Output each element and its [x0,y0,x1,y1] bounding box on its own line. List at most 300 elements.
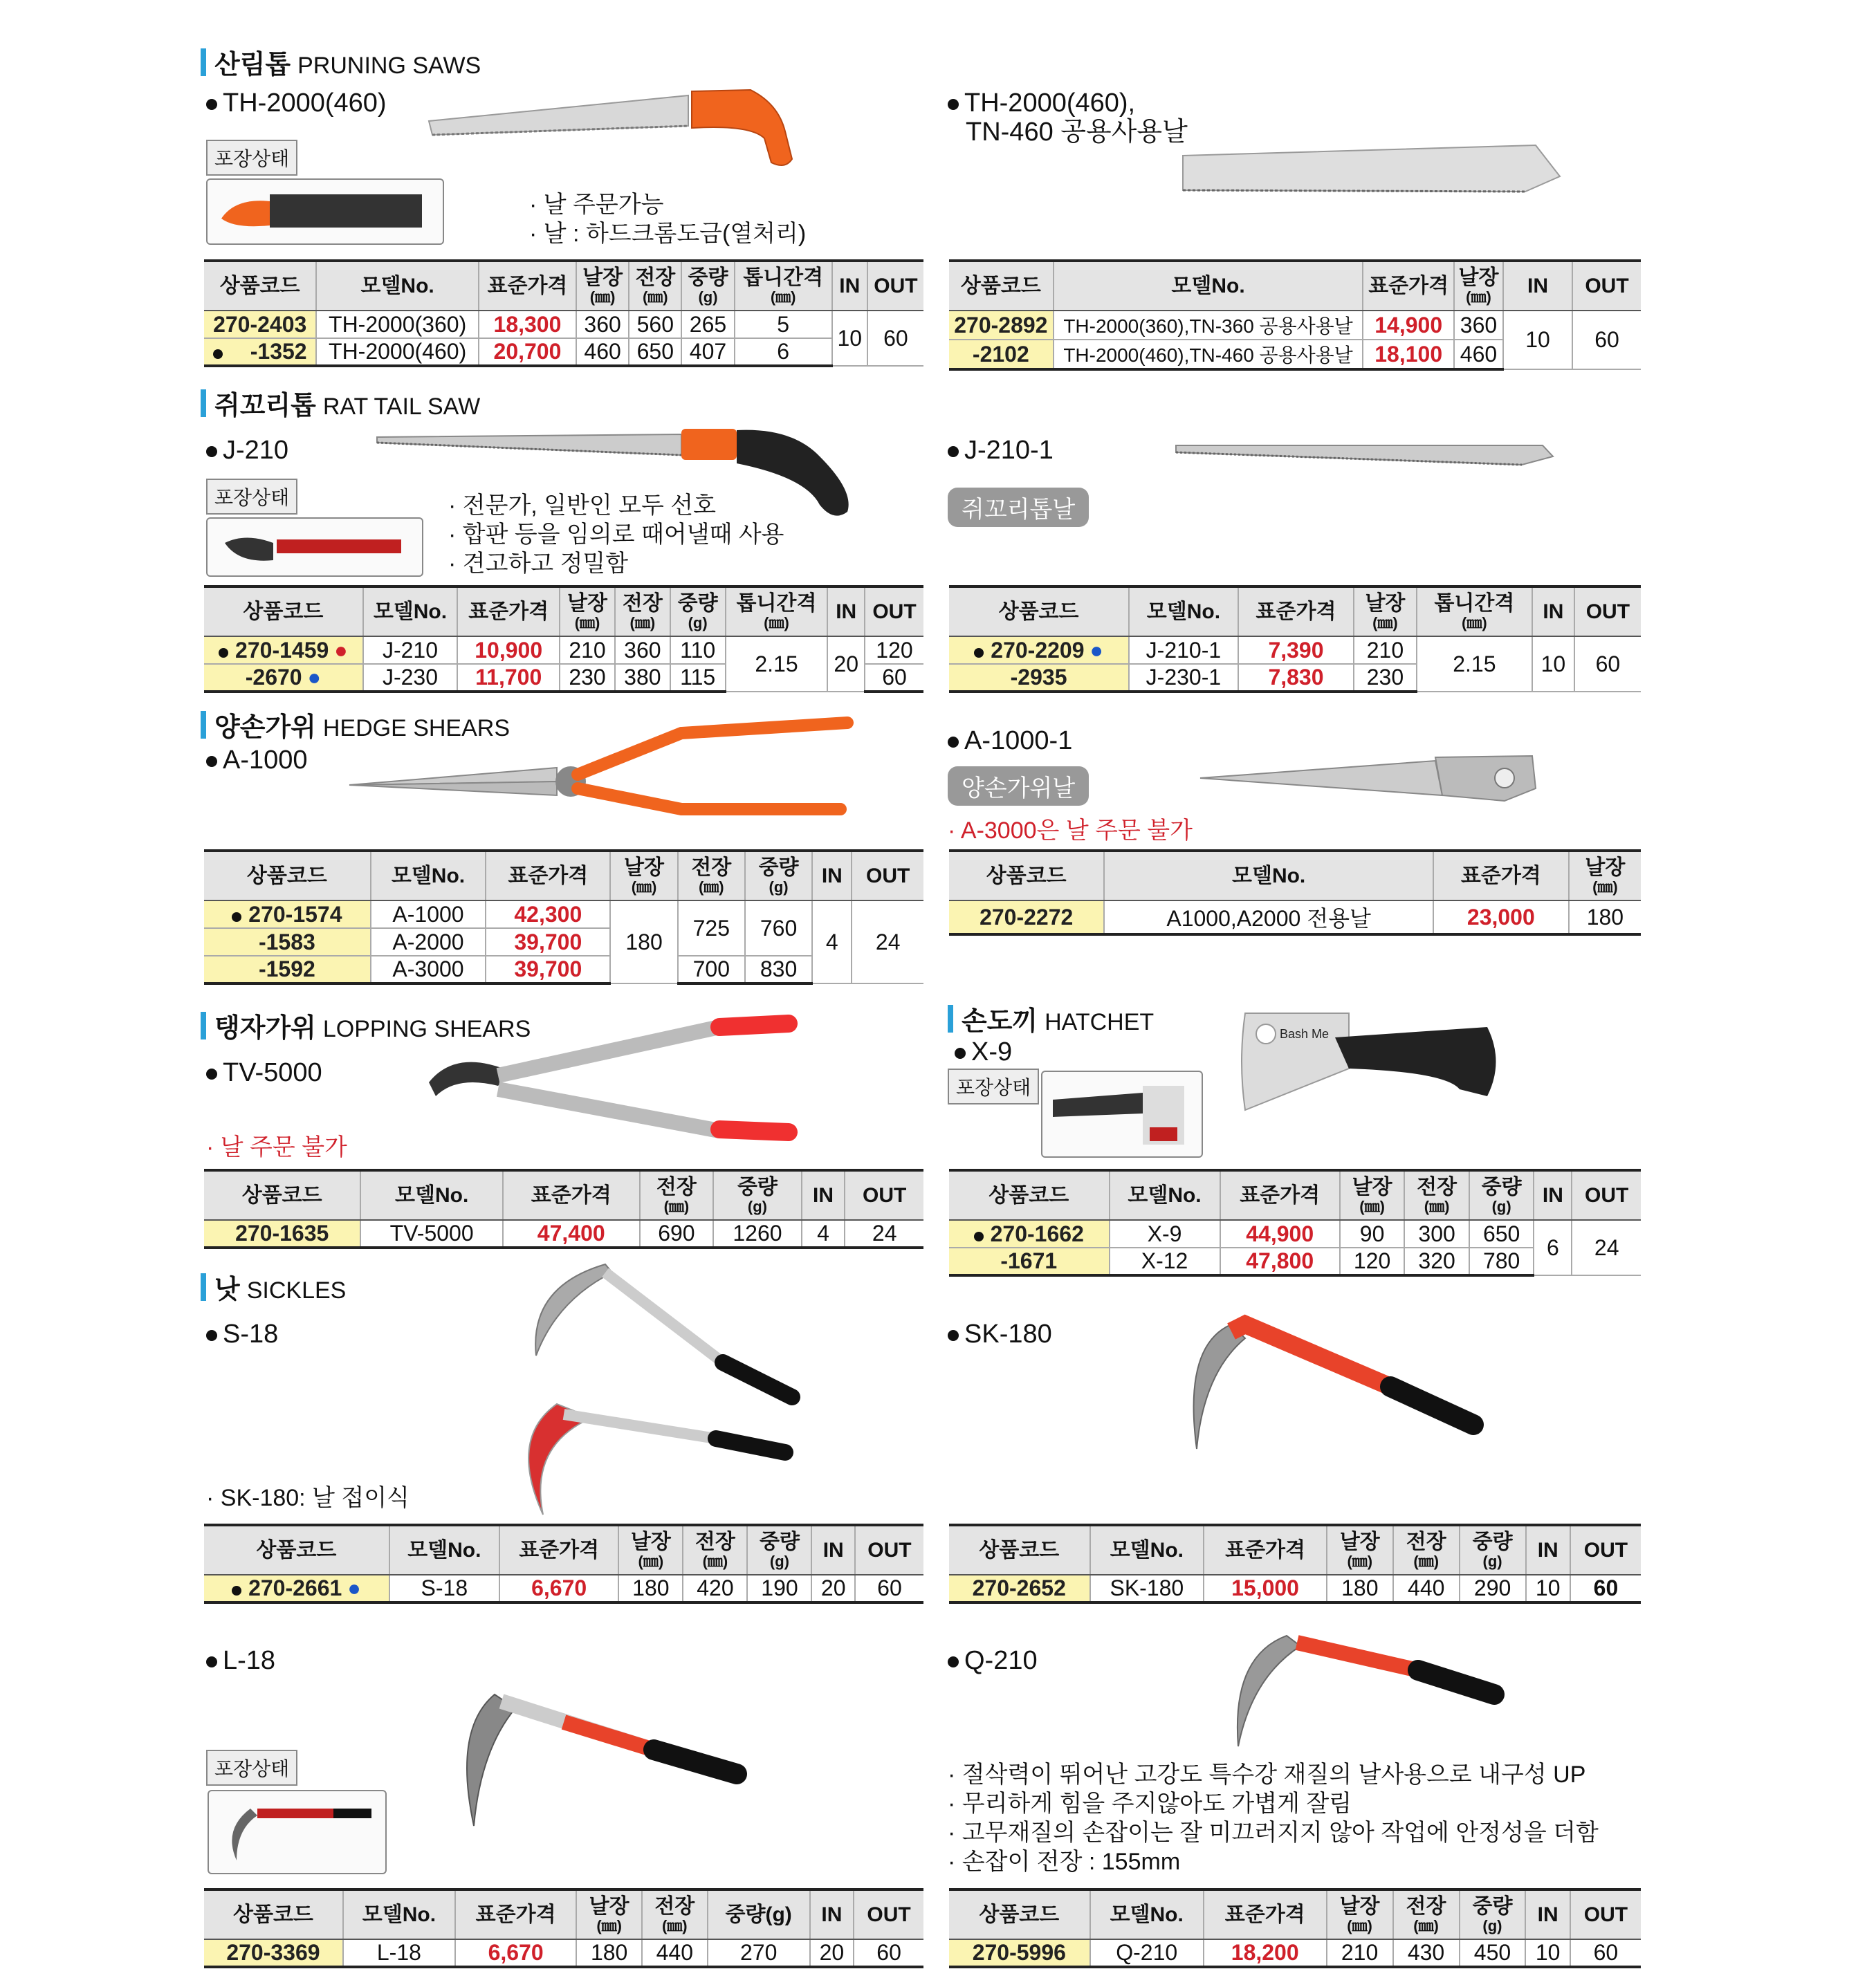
table-row [949,1575,1641,1602]
table-cell: 120 [1340,1248,1405,1275]
table-cell: J-210-1 [1129,636,1238,664]
section-title-en: PRUNING SAWS [297,53,481,79]
col-out: OUT [1572,261,1641,311]
table-row [204,1575,923,1602]
table-cell: 830 [745,956,812,983]
column-header: IN [802,1170,845,1220]
column-header: 표준가격 [1204,1889,1327,1939]
cell-price: 18,100 [1363,340,1454,369]
table-cell: 270-1635 [204,1220,360,1248]
model-l18: L-18 [206,1646,275,1676]
bullet-icon [948,99,959,110]
column-header: OUT [1570,1525,1641,1575]
column-header: 날장 (㎜) [1569,851,1641,900]
column-header: 날장 (㎜) [1340,1170,1405,1220]
bullet-icon [948,446,959,457]
column-header: 날장 (㎜) [618,1525,683,1575]
model-label: TH-2000(460) [223,89,387,118]
table-cell: 60 [854,1939,923,1967]
column-header: 중량 (g) [1460,1525,1526,1575]
cell-weight: 407 [681,338,734,366]
q210-notes: · 절삭력이 뛰어난 고강도 특수강 재질의 날사용으로 내구성 UP · 무리하게 힘을 주지않아도 가볍게 잘림 · 고무재질의 손잡이는 잘 미끄러지지 않아 작업에 안정성을 더함 · 손잡이 전장 : 155mm [948,1762,1599,1875]
table-cell: 440 [1393,1575,1460,1602]
table-cell: 10 [1526,1575,1570,1602]
column-header: 날장 (㎜) [610,851,677,900]
model-j210-1: J-210-1 [948,436,1054,465]
cell-price: 18,300 [479,311,576,338]
column-header: 상품코드 [204,586,363,636]
table-cell: 120 [865,636,923,664]
table-cell: X-12 [1110,1248,1220,1275]
column-header: IN [1534,1170,1572,1220]
bullet-icon [974,1232,984,1241]
table-cell: 2.15 [726,636,828,692]
section-title-rat-tail-saw: 쥐꼬리톱 RAT TAIL SAW [201,384,480,422]
table-cell: 440 [642,1939,708,1967]
package-image [208,1790,387,1874]
model-th2000-blade: TH-2000(460), TN-460 공용사용날 [948,89,1188,147]
table-cell: 380 [615,664,670,692]
cell-total: 560 [629,311,681,338]
column-header: 중량(g) [708,1889,810,1939]
column-header: 상품코드 [204,1525,389,1575]
sk180-table [949,1524,1641,1604]
cell-model: TH-2000(360),TN-360 공용사용날 [1054,311,1363,340]
table-cell: TV-5000 [360,1220,503,1248]
table-cell: 270-1662 [949,1220,1110,1248]
table-cell: 1260 [713,1220,801,1248]
section-title-hedge-shears: 양손가위 HEDGE SHEARS [201,705,510,743]
note-line: · 날 : 하드크롬도금(열처리) [529,221,807,247]
column-header: 모델No. [1090,1889,1204,1939]
table-cell: 360 [615,636,670,664]
column-header: 표준가격 [1220,1170,1340,1220]
column-header: OUT [852,851,923,900]
table-cell: 60 [1574,636,1641,692]
column-header: 중량 (g) [747,1525,811,1575]
blade-pill: 양손가위날 [948,766,1089,806]
model-x9: X-9 [955,1037,1012,1067]
table-cell: 700 [678,956,745,983]
column-header: 전장 (㎜) [615,586,670,636]
table-cell: 24 [845,1220,923,1248]
blue-dot-icon: ● [307,665,321,690]
table-cell: 230 [1354,664,1416,692]
table-cell: 6,670 [455,1939,576,1967]
section-bar [201,389,206,417]
bullet-icon [232,912,241,922]
cell-out: 60 [1572,311,1641,369]
column-header: 날장 (㎜) [1354,586,1416,636]
cell-model: TH-2000(460),TN-460 공용사용날 [1054,340,1363,369]
lopping-note: · 날 주문 불가 [206,1134,347,1161]
cell-blade: 360 [576,311,629,338]
table-cell: SK-180 [1090,1575,1204,1602]
bullet-icon [213,349,223,359]
table-row [949,1220,1641,1248]
hedge-shears-table [204,849,923,985]
column-header: 중량 (g) [670,586,726,636]
table-cell: 210 [1327,1939,1393,1967]
column-header: IN [812,851,852,900]
cell-pitch: 6 [735,338,832,366]
table-cell: 210 [1354,636,1416,664]
table-cell: 4 [812,900,852,983]
table-row [204,311,923,338]
column-header: 날장 (㎜) [1327,1525,1393,1575]
section-title-ko: 산림톱 [214,50,291,80]
column-header: 상품코드 [949,1525,1090,1575]
table-cell: 10 [1525,1939,1570,1967]
table-cell: 60 [855,1575,923,1602]
column-header: IN [1525,1889,1570,1939]
lopping-shears-image [429,1006,816,1152]
table-cell: 47,400 [503,1220,640,1248]
table-cell: 270-5996 [949,1939,1090,1967]
column-header: IN [1526,1525,1570,1575]
column-header: 상품코드 [949,1170,1110,1220]
sickles-table [204,1524,923,1604]
table-cell: 60 [1570,1939,1641,1967]
bullet-icon [206,1330,217,1341]
bullet-icon [948,1330,959,1341]
pruning-blade-table [949,259,1641,371]
col-model: 모델No. [1054,261,1363,311]
sickle-sk180-image [1183,1318,1480,1456]
table-cell: 270 [708,1939,810,1967]
table-row [204,900,923,928]
bullet-icon [206,446,217,457]
section-title-hatchet: 손도끼 HATCHET [948,999,1154,1037]
col-in: IN [832,261,867,311]
bullet-icon [206,99,217,110]
section-title-lopping-shears: 탱자가위 LOPPING SHEARS [201,1006,531,1044]
table-cell: 270-1574 [204,900,371,928]
table-cell: 90 [1340,1220,1405,1248]
table-cell: 420 [683,1575,747,1602]
column-header: 상품코드 [949,851,1104,900]
column-header: 전장 (㎜) [1393,1525,1460,1575]
table-cell: 180 [618,1575,683,1602]
table-cell: 15,000 [1204,1575,1327,1602]
table-row [204,636,923,664]
column-header: 중량 (g) [713,1170,801,1220]
cell-weight: 265 [681,311,734,338]
table-cell: 60 [865,664,923,692]
column-header: 전장 (㎜) [642,1889,708,1939]
bullet-icon [948,1656,959,1667]
cell-blade: 360 [1454,311,1503,340]
cell-code: 270-1459 ● [204,636,363,664]
sickle-l18-image [453,1688,751,1833]
rat-tail-blade-table [949,585,1641,693]
table-cell: -1671 [949,1248,1110,1275]
cell-pitch: 5 [735,311,832,338]
bullet-icon [219,648,228,658]
package-label: 포장상태 [948,1069,1039,1104]
table-cell: 270-3369 [204,1939,343,1967]
l18-table [204,1888,923,1968]
table-cell: 47,800 [1220,1248,1340,1275]
column-header: 전장 (㎜) [683,1525,747,1575]
bullet-icon [206,1656,217,1667]
column-header: 모델No. [1104,851,1433,900]
table-cell: -1583 [204,928,371,956]
column-header: 모델No. [371,851,486,900]
table-cell: 180 [1327,1575,1393,1602]
cell-model: TH-2000(460) [316,338,479,366]
table-cell: Q-210 [1090,1939,1204,1967]
table-row [204,1220,923,1248]
section-bar [201,48,206,76]
column-header: 상품코드 [949,1889,1090,1939]
pruning-notes [529,190,806,248]
package-label: 포장상태 [206,479,297,515]
sickle-q210-image [1231,1629,1508,1750]
package-label: 포장상태 [206,1750,297,1786]
column-header: 중량 (g) [745,851,812,900]
table-cell: 7,390 [1238,636,1354,664]
column-header: 중량 (g) [1460,1889,1526,1939]
model-s18: S-18 [206,1320,278,1349]
cell-price: 20,700 [479,338,576,366]
col-blade: 날장 (㎜) [576,261,629,311]
column-header: 모델No. [360,1170,503,1220]
q210-table [949,1888,1641,1968]
table-cell: 6 [1534,1220,1572,1275]
cell-code: 270-2209 ● [949,636,1129,664]
column-header: 전장 (㎜) [678,851,745,900]
table-cell: 20 [810,1939,854,1967]
cell-blade: 460 [1454,340,1503,369]
column-header: 표준가격 [1204,1525,1327,1575]
col-out: OUT [867,261,923,311]
column-header: 전장 (㎜) [640,1170,714,1220]
table-cell: 270-2661 ● [204,1575,389,1602]
table-cell: A-2000 [371,928,486,956]
hatchet-image [1238,1006,1508,1113]
table-cell: 2.15 [1417,636,1532,692]
column-header: OUT [845,1170,923,1220]
model-a1000: A-1000 [206,746,308,775]
section-title-pruning-saws [201,43,481,81]
column-header: 톱니간격 (㎜) [726,586,828,636]
column-header: OUT [865,586,923,636]
hatchet-table [949,1169,1641,1277]
table-cell: 23,000 [1433,900,1569,934]
hedge-blade-note: · A-3000은 날 주문 불가 [948,817,1193,844]
column-header: 표준가격 [457,586,560,636]
table-cell: 230 [560,664,615,692]
column-header: 모델No. [343,1889,455,1939]
column-header: 톱니간격 (㎜) [1417,586,1532,636]
bullet-icon [948,737,959,748]
col-price: 표준가격 [479,261,576,311]
table-cell: 190 [747,1575,811,1602]
column-header: 날장 (㎜) [576,1889,642,1939]
model-a1000-1: A-1000-1 [948,726,1072,756]
table-cell: 210 [560,636,615,664]
col-code: 상품코드 [204,261,316,311]
blue-dot-icon: ● [1089,637,1103,663]
sickle-s18-image [502,1259,806,1522]
table-row [949,1939,1641,1967]
col-pitch: 톱니간격 (㎜) [735,261,832,311]
column-header: OUT [854,1889,923,1939]
table-row [949,636,1641,664]
cell-code: -2670 ● [204,664,363,692]
table-cell: 4 [802,1220,845,1248]
bullet-icon [206,1069,217,1080]
column-header: 표준가격 [455,1889,576,1939]
model-q210: Q-210 [948,1646,1038,1676]
table-cell: 10,900 [457,636,560,664]
column-header: 표준가격 [1433,851,1569,900]
package-image [206,178,444,245]
note-line: · 날 주문가능 [529,192,664,218]
table-cell: 430 [1393,1939,1460,1967]
table-cell: A-1000 [371,900,486,928]
sickles-note: · SK-180: 날 접이식 [206,1485,410,1511]
table-cell: 290 [1460,1575,1526,1602]
table-cell: 725 [678,900,745,956]
package-image [1041,1071,1203,1158]
column-header: 모델No. [1129,586,1238,636]
pruning-saw-image [425,83,834,173]
table-cell: J-230-1 [1129,664,1238,692]
cell-model: TH-2000(360) [316,311,479,338]
table-cell: S-18 [389,1575,499,1602]
table-cell: 300 [1404,1220,1469,1248]
column-header: 모델No. [1090,1525,1204,1575]
column-header: OUT [1574,586,1641,636]
table-cell: 42,300 [486,900,610,928]
table-cell: 39,700 [486,928,610,956]
bullet-icon [232,1586,241,1596]
bullet-icon [974,648,984,658]
rat-tail-blade-image [1176,443,1553,467]
column-header: 상품코드 [204,851,371,900]
column-header: 전장 (㎜) [1404,1170,1469,1220]
column-header: 상품코드 [949,586,1129,636]
column-header: OUT [1570,1889,1641,1939]
table-cell: 24 [852,900,923,983]
table-cell: X-9 [1110,1220,1220,1248]
table-cell: 270-2272 [949,900,1104,934]
column-header: 상품코드 [204,1170,360,1220]
table-row [949,900,1641,934]
column-header: 표준가격 [486,851,610,900]
column-header: IN [827,586,865,636]
table-cell: 180 [1569,900,1641,934]
table-cell: 20 [827,636,865,692]
column-header: 날장 (㎜) [1327,1889,1393,1939]
col-price: 표준가격 [1363,261,1454,311]
cell-price: 14,900 [1363,311,1454,340]
section-title-sickles: 낫 SICKLES [201,1268,346,1306]
column-header: 모델No. [1110,1170,1220,1220]
table-cell: 690 [640,1220,714,1248]
column-header: 중량 (g) [1469,1170,1534,1220]
table-cell: 20 [811,1575,854,1602]
model-sk180: SK-180 [948,1320,1052,1349]
table-row [949,311,1641,340]
cell-in: 10 [832,311,867,366]
model-th2000 [206,89,387,118]
table-cell: 39,700 [486,956,610,983]
pruning-blade-image [1176,135,1563,204]
table-cell: L-18 [343,1939,455,1967]
col-blade: 날장 (㎜) [1454,261,1503,311]
table-cell: J-230 [363,664,458,692]
table-cell: -1592 [204,956,371,983]
column-header: 표준가격 [499,1525,618,1575]
table-cell: 180 [610,900,677,983]
table-cell: 780 [1469,1248,1534,1275]
table-cell: 180 [576,1939,642,1967]
col-code: 상품코드 [949,261,1054,311]
lopping-shears-table [204,1169,923,1249]
svg-text:Bash Me: Bash Me [1280,1027,1330,1041]
table-row [204,338,923,366]
cell-total: 650 [629,338,681,366]
column-header: 모델No. [389,1525,499,1575]
table-cell: 7,830 [1238,664,1354,692]
column-header: OUT [855,1525,923,1575]
table-cell: 11,700 [457,664,560,692]
package-label: 포장상태 [206,140,297,176]
column-header: IN [1532,586,1574,636]
pruning-saws-table [204,259,923,367]
red-dot-icon: ● [334,637,348,663]
blade-pill: 쥐꼬리톱날 [948,488,1089,527]
blue-dot-icon: ● [347,1575,361,1600]
table-cell: 450 [1460,1939,1526,1967]
table-cell: 10 [1532,636,1574,692]
cell-code: 270-2892 [949,311,1054,340]
table-cell: 60 [1570,1575,1641,1602]
model-tv5000: TV-5000 [206,1058,322,1088]
table-cell: 320 [1404,1248,1469,1275]
column-header: 전장 (㎜) [1393,1889,1460,1939]
hedge-shears-image [349,712,854,830]
table-cell: 44,900 [1220,1220,1340,1248]
table-row [204,1939,923,1967]
column-header: IN [810,1889,854,1939]
column-header: 표준가격 [1238,586,1354,636]
hedge-blade-image [1200,754,1539,802]
col-model: 모델No. [316,261,479,311]
table-cell: 115 [670,664,726,692]
table-cell: 24 [1572,1220,1641,1275]
bullet-icon [955,1048,966,1059]
column-header: IN [811,1525,854,1575]
col-total: 전장 (㎜) [629,261,681,311]
col-in: IN [1503,261,1572,311]
column-header: OUT [1572,1170,1641,1220]
column-header: 표준가격 [503,1170,640,1220]
table-cell: 760 [745,900,812,956]
table-cell: -2935 [949,664,1129,692]
cell-code: -1352 [204,338,316,366]
cell-in: 10 [1503,311,1572,369]
column-header: 모델No. [363,586,458,636]
table-cell: 6,670 [499,1575,618,1602]
model-j210: J-210 [206,436,288,465]
cell-out: 60 [867,311,923,366]
column-header: 날장 (㎜) [560,586,615,636]
table-cell: 270-2652 [949,1575,1090,1602]
